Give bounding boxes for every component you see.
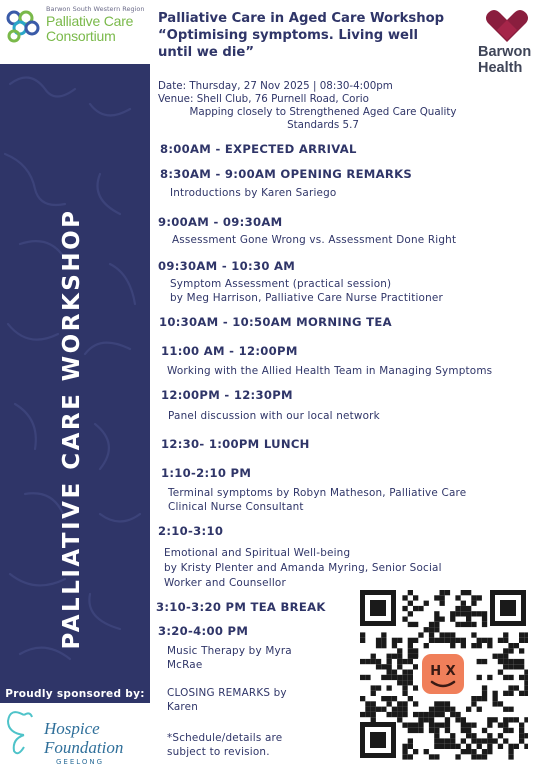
schedule-note: *Schedule/details are	[167, 732, 283, 744]
session-desc: Symptom Assessment (practical session)	[170, 278, 392, 290]
session-time: 1:10-2:10 PM	[161, 466, 252, 480]
session-desc: Introductions by Karen Sariego	[170, 187, 337, 199]
qr-code-icon	[358, 588, 528, 760]
title-line1: Palliative Care in Aged Care Workshop	[158, 11, 445, 26]
session-time: 12:30- 1:00PM LUNCH	[161, 437, 310, 451]
barwon-health-name	[478, 44, 548, 76]
sponsor-label: Proudly sponsored by:	[0, 686, 150, 703]
schedule-note: subject to revision.	[167, 746, 270, 758]
partner-line2: Health	[478, 60, 523, 76]
standards-line1: Mapping closely to Strengthened Aged Care Quality	[189, 106, 457, 118]
session-desc: Working with the Allied Health Team in Managing Symptoms	[167, 365, 493, 377]
workshop-title	[158, 10, 478, 61]
org-name-line2: Consortium	[46, 28, 116, 44]
sponsor-line3: GEELONG	[56, 758, 105, 766]
session-desc: Assessment Gone Wrong vs. Assessment Done Right	[172, 234, 457, 246]
sidebar-band	[0, 64, 150, 688]
event-details	[158, 80, 538, 132]
standards-line2: Standards 5.7	[287, 119, 359, 131]
session-desc: Music Therapy by Myra	[167, 645, 292, 657]
session-desc: by Kristy Plenter and Amanda Myring, Senior Social	[164, 562, 442, 574]
title-line2: “Optimising symptoms. Living well	[158, 28, 419, 43]
session-desc: by Meg Harrison, Palliative Care Nurse Practitioner	[170, 292, 443, 304]
barwon-health-logo-icon	[484, 8, 530, 44]
session-time: 9:00AM - 09:30AM	[158, 215, 283, 229]
session-desc: Worker and Counsellor	[164, 577, 286, 589]
session-desc: Clinical Nurse Consultant	[168, 501, 304, 513]
session-time: 11:00 AM - 12:00PM	[161, 344, 298, 358]
event-venue: Venue: Shell Club, 76 Purnell Road, Corio	[158, 93, 369, 105]
title-line3: until we die”	[158, 45, 255, 60]
qr-badge-text: H X	[430, 664, 456, 679]
event-date: Date: Thursday, 27 Nov 2025 | 08:30-4:00pm	[158, 80, 393, 92]
session-time: 2:10-3:10	[158, 524, 224, 538]
session-time: 3:10-3:20 PM TEA BREAK	[156, 600, 326, 614]
closing-remarks: CLOSING REMARKS by	[167, 687, 287, 699]
session-time: 09:30AM - 10:30 AM	[158, 259, 296, 273]
consortium-logo	[0, 0, 150, 64]
org-name-line1: Palliative Care	[46, 13, 134, 29]
vertical-workshop-title: PALLIATIVE CARE WORKSHOP	[59, 208, 85, 650]
qr-code[interactable]	[358, 588, 528, 760]
session-time: 3:20-4:00 PM	[158, 624, 249, 638]
hospice-butterfly-icon	[4, 705, 44, 760]
session-time: 12:00PM - 12:30PM	[161, 388, 293, 402]
session-time: 8:30AM - 9:00AM OPENING REMARKS	[160, 167, 413, 181]
sponsor-line2: Foundation	[44, 738, 124, 757]
hospice-foundation-logo	[0, 703, 150, 774]
closing-remarks: Karen	[167, 701, 199, 713]
session-time: 8:00AM - EXPECTED ARRIVAL	[160, 142, 357, 156]
session-desc: McRae	[167, 659, 203, 671]
session-desc: Emotional and Spiritual Well-being	[164, 547, 351, 559]
org-region: Barwon South Western Region	[46, 5, 145, 13]
partner-line1: Barwon	[478, 44, 532, 60]
sponsor-line1: Hospice	[44, 719, 100, 738]
session-desc: Panel discussion with our local network	[168, 410, 380, 422]
session-desc: Terminal symptoms by Robyn Matheson, Palliative Care	[168, 487, 467, 499]
consortium-logo-icon	[4, 6, 44, 46]
session-time: 10:30AM - 10:50AM MORNING TEA	[159, 315, 392, 329]
